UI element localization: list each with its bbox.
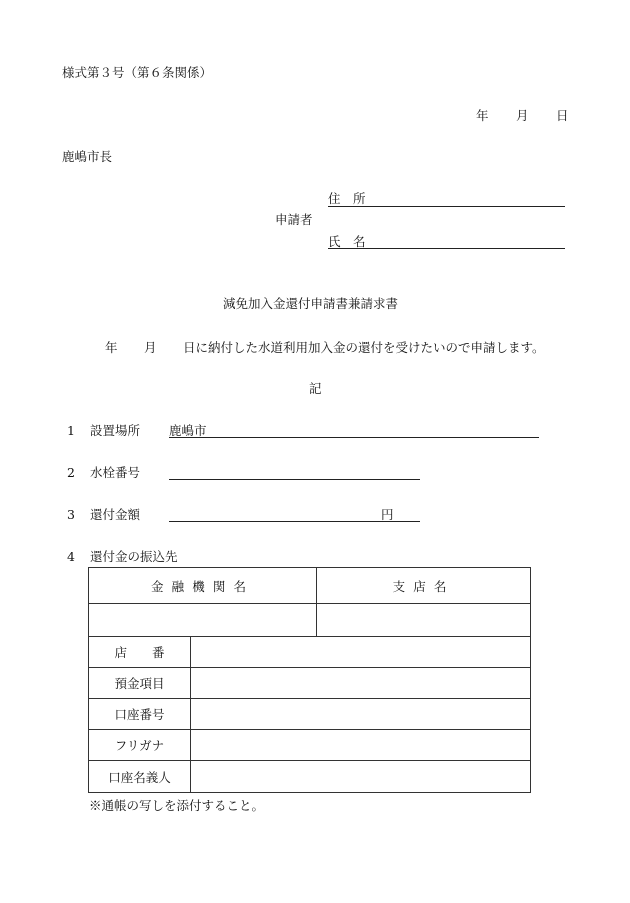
body-month: 月 — [144, 340, 157, 355]
branch-name-cell — [317, 604, 531, 637]
body-text: 日に納付した水道利用加入金の還付を受けたいので申請します。 — [183, 340, 545, 355]
date-year: 年 — [476, 108, 489, 123]
item-label: 還付金の振込先 — [90, 549, 178, 564]
location-line — [169, 437, 539, 438]
applicant-address-line — [328, 206, 565, 207]
applicant-name-line — [328, 248, 565, 249]
passbook-note: ※通帳の写しを添付すること。 — [89, 798, 265, 813]
item-label: 還付金額 — [90, 507, 141, 522]
applicant-label: 申請者 — [275, 212, 313, 227]
location-value: 鹿嶋市 — [169, 423, 207, 438]
account-number-cell — [191, 699, 531, 730]
bank-name-cell — [89, 604, 317, 637]
date-day: 日 — [556, 108, 569, 123]
table-row — [89, 637, 531, 668]
table-row — [89, 761, 531, 793]
item-label: 水栓番号 — [90, 465, 141, 480]
item-label: 設置場所 — [90, 423, 141, 438]
account-holder-label: 口座名義人 — [89, 761, 191, 793]
table-row — [89, 730, 531, 761]
item-number: 3 — [67, 507, 75, 522]
body-year: 年 — [105, 340, 118, 355]
branch-code-label: 店 番 — [89, 637, 191, 668]
bank-account-table — [88, 567, 531, 793]
date-month: 月 — [516, 108, 529, 123]
refund-unit: 円 — [381, 507, 394, 522]
table-row — [89, 568, 531, 604]
branch-code-cell — [191, 637, 531, 668]
ki-heading: 記 — [309, 381, 322, 396]
branch-name-header: 支店名 — [317, 568, 531, 604]
deposit-type-label: 預金項目 — [89, 668, 191, 699]
table-row — [89, 668, 531, 699]
account-number-label: 口座番号 — [89, 699, 191, 730]
item-number: 1 — [67, 423, 75, 438]
furigana-label: フリガナ — [89, 730, 191, 761]
bank-name-header: 金融機関名 — [89, 568, 317, 604]
table-row — [89, 604, 531, 637]
table-row — [89, 699, 531, 730]
account-holder-cell — [191, 761, 531, 793]
deposit-type-cell — [191, 668, 531, 699]
addressee: 鹿嶋市長 — [62, 149, 113, 164]
item-number: 4 — [67, 549, 75, 564]
furigana-cell — [191, 730, 531, 761]
item-number: 2 — [67, 465, 75, 480]
document-title: 減免加入金還付申請書兼請求書 — [223, 296, 399, 311]
form-number: 様式第３号（第６条関係） — [62, 65, 213, 80]
applicant-address-label: 住 所 — [328, 191, 366, 206]
tap-number-line — [169, 479, 420, 480]
applicant-name-label: 氏 名 — [328, 234, 366, 249]
refund-amount-line — [169, 521, 420, 522]
